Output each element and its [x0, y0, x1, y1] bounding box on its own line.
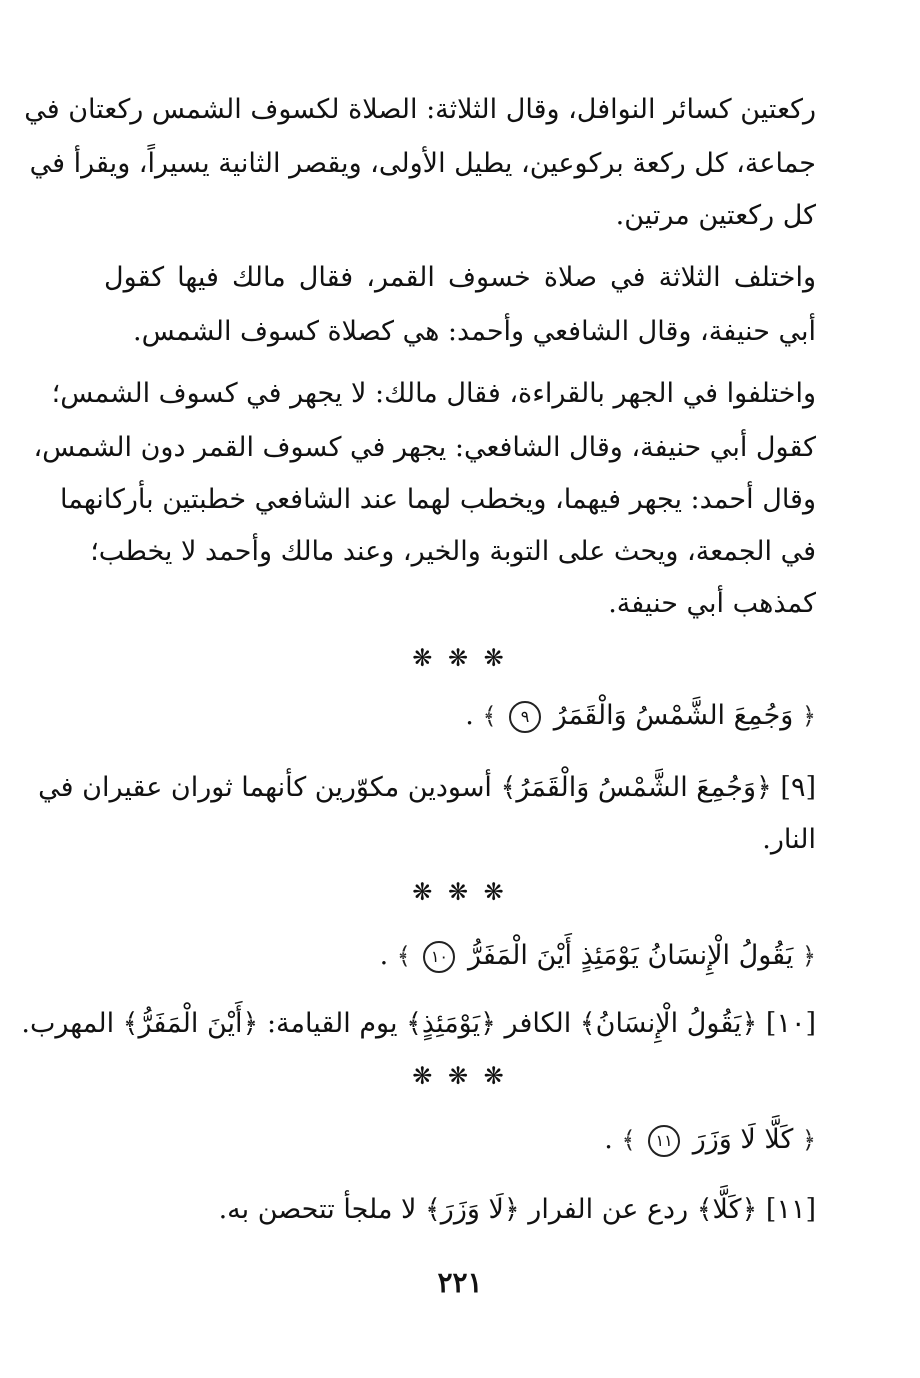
- paragraph-1-line-2: جماعة، كل ركعة بركوعين، يطيل الأولى، ويقصر الثانية يسيراً، ويقرأ في: [29, 148, 816, 179]
- ornate-bracket-open-icon: ﴿: [801, 702, 816, 730]
- paragraph-3-line-2: كقول أبي حنيفة، وقال الشافعي: يجهر في كسوف القمر دون الشمس،: [33, 432, 816, 463]
- ornate-bracket-open-icon: ﴿: [801, 942, 816, 970]
- verse-text: وَجُمِعَ الشَّمْسُ وَالْقَمَرُ: [553, 700, 794, 731]
- quran-verse-11: [104, 1118, 816, 1162]
- commentary-9-line-1: [٩] ﴿وَجُمِعَ الشَّمْسُ وَالْقَمَرُ﴾ أسودين مكوّرين كأنهما ثوران عقيران في: [38, 772, 816, 803]
- section-separator: ❋ ❋ ❋: [412, 644, 508, 672]
- paragraph-3-line-5: كمذهب أبي حنيفة.: [608, 588, 816, 619]
- ornate-bracket-close-icon: ﴾: [621, 1126, 636, 1154]
- quran-verse-9: [104, 694, 816, 738]
- paragraph-1-line-1: ركعتين كسائر النوافل، وقال الثلاثة: الصلاة لكسوف الشمس ركعتان في: [24, 94, 816, 125]
- ornate-bracket-open-icon: ﴿: [801, 1126, 816, 1154]
- verse-number-marker: ١١: [648, 1125, 680, 1157]
- verse-text: يَقُولُ الْإِنسَانُ يَوْمَئِذٍ أَيْنَ الْمَفَرُّ: [468, 940, 794, 971]
- paragraph-2-line-2: أبي حنيفة، وقال الشافعي وأحمد: هي كصلاة كسوف الشمس.: [133, 316, 816, 347]
- ornate-bracket-close-icon: ﴾: [482, 702, 497, 730]
- paragraph-3-line-4: في الجمعة، ويحث على التوبة والخير، وعند مالك وأحمد لا يخطب؛: [90, 536, 816, 567]
- verse-number-marker: ٩: [509, 701, 541, 733]
- quran-verse-10: [104, 934, 816, 978]
- ornate-bracket-close-icon: ﴾: [396, 942, 411, 970]
- verse-end-mark: .: [379, 940, 389, 971]
- section-separator: ❋ ❋ ❋: [412, 1062, 508, 1090]
- verse-text: كَلَّا لَا وَزَرَ: [692, 1124, 794, 1155]
- commentary-9-line-2: النار.: [762, 824, 816, 855]
- verse-number-marker: ١٠: [423, 941, 455, 973]
- commentary-10-line-1: [١٠] ﴿يَقُولُ الْإِنسَانُ﴾ الكافر ﴿يَوْمَئِذٍ﴾ يوم القيامة: ﴿أَيْنَ الْمَفَرُّ﴾ المهرب.: [21, 1008, 816, 1039]
- verse-end-mark: .: [604, 1124, 613, 1155]
- commentary-11-line-1: [١١] ﴿كَلَّا﴾ ردع عن الفرار ﴿لَا وَزَرَ﴾ لا ملجأ تتحصن به.: [218, 1194, 816, 1225]
- page-number: ٢٢١: [437, 1266, 483, 1299]
- section-separator: ❋ ❋ ❋: [412, 878, 508, 906]
- paragraph-2-line-1: واختلف الثلاثة في صلاة خسوف القمر، فقال مالك فيها كقول: [104, 262, 816, 293]
- paragraph-3-line-3: وقال أحمد: يجهر فيهما، ويخطب لهما عند الشافعي خطبتين بأركانهما: [60, 484, 816, 515]
- verse-end-mark: .: [465, 700, 474, 731]
- paragraph-1-line-3: كل ركعتين مرتين.: [615, 200, 816, 231]
- paragraph-3-line-1: واختلفوا في الجهر بالقراءة، فقال مالك: لا يجهر في كسوف الشمس؛: [51, 378, 816, 409]
